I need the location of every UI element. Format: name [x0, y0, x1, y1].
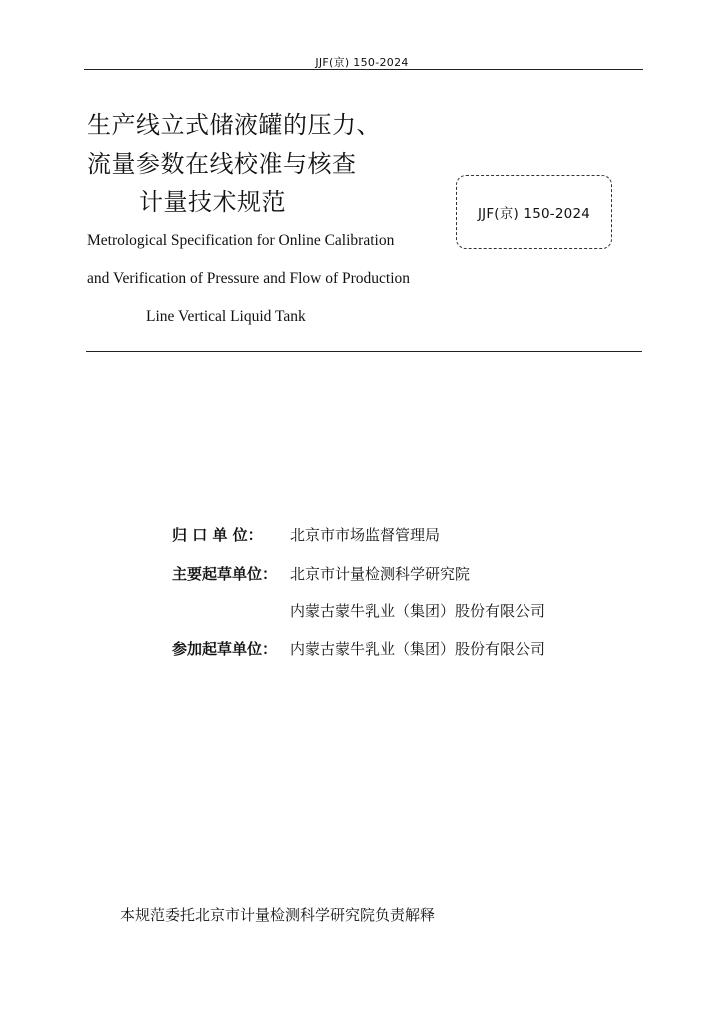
title-cn-line-1: 生产线立式储液罐的压力、	[87, 111, 381, 139]
title-en-line-2: and Verification of Pressure and Flow of Production	[87, 270, 411, 287]
responsible-unit-label: 归 口 单 位：	[172, 526, 263, 544]
title-cn-line-3: 计量技术规范	[139, 188, 286, 216]
title-cn-line-2: 流量参数在线校准与核查	[87, 150, 357, 178]
participating-drafter-value: 内蒙古蒙牛乳业（集团）股份有限公司	[290, 640, 546, 658]
standard-code-box	[456, 175, 612, 249]
standard-code-box-text: JJF(京) 150-2024	[477, 206, 591, 222]
header-rule	[84, 69, 643, 70]
main-drafter-label: 主要起草单位：	[172, 565, 278, 583]
main-drafter-value-2: 内蒙古蒙牛乳业（集团）股份有限公司	[290, 602, 546, 620]
responsible-unit-value: 北京市市场监督管理局	[290, 526, 441, 544]
participating-drafter-label: 参加起草单位：	[172, 640, 278, 658]
interpretation-note: 本规范委托北京市计量检测科学研究院负责解释	[120, 906, 436, 924]
main-drafter-value-1: 北京市计量检测科学研究院	[290, 565, 471, 583]
title-divider	[86, 351, 642, 352]
title-en-line-1: Metrological Specification for Online Calibration	[87, 232, 395, 249]
title-en-line-3: Line Vertical Liquid Tank	[146, 308, 306, 325]
header-standard-code: JJF(京) 150-2024	[315, 56, 409, 69]
